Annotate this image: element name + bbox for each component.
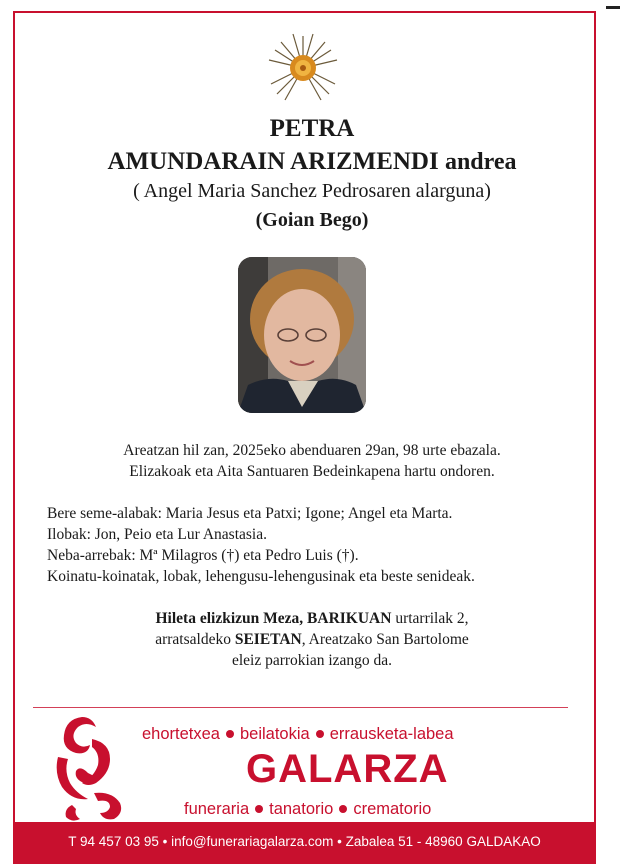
death-line: Areatzan hil zan, 2025eko abenduaren 29an, 98 urte ebazala.	[123, 442, 501, 459]
funeral-day: BARIKUAN	[307, 610, 392, 627]
portrait-photo	[238, 257, 366, 413]
children-line: Bere seme-alabak: Maria Jesus eta Patxi; Igone; Angel eta Marta.	[47, 505, 453, 522]
relatives-line: Koinatu-koinatak, lobak, lehengusu-lehengusinak eta beste senideak.	[47, 568, 475, 585]
deceased-surnames: AMUNDARAIN ARIZMENDI	[107, 148, 439, 175]
widow-of-line: ( Angel Maria Sanchez Pedrosaren alarguna)	[133, 180, 491, 202]
mass-label: Hileta elizkizun Meza,	[155, 610, 304, 627]
galarza-logo-icon	[52, 713, 130, 823]
company-name: GALARZA	[246, 747, 449, 791]
divider-line	[33, 707, 568, 708]
corner-mark	[606, 6, 620, 9]
grandchildren-line: Ilobak: Jon, Peio eta Lur Anastasia.	[47, 526, 267, 543]
title-suffix: andrea	[444, 149, 517, 175]
funeral-paragraph	[0, 608, 624, 671]
bullet-dot-icon	[255, 805, 263, 813]
bullet-dot-icon	[316, 730, 324, 738]
deceased-full-name	[0, 148, 624, 176]
siblings-line: Neba-arrebak: Mª Milagros (†) eta Pedro Luis (†).	[47, 547, 359, 564]
bullet-dot-icon	[339, 805, 347, 813]
funeral-date: urtarrilak 2,	[395, 610, 469, 627]
service-funeraria: funeraria	[184, 800, 250, 818]
announcement-paragraph	[0, 440, 624, 482]
funeral-place: , Areatzako San Bartolome	[301, 631, 469, 648]
funeral-time: SEIETAN	[234, 631, 302, 648]
time-prefix: arratsaldeko	[155, 631, 231, 648]
service-crematorio: crematorio	[353, 800, 432, 818]
services-spanish	[184, 800, 431, 819]
service-beilatokia: beilatokia	[239, 725, 310, 743]
funeral-line-1	[0, 608, 624, 629]
goian-bego-line: (Goian Bego)	[255, 209, 369, 231]
bullet-dot-icon	[226, 730, 234, 738]
funeral-line-2	[0, 629, 624, 650]
services-basque	[142, 725, 454, 744]
funeral-line-3: eleiz parrokian izango da.	[231, 652, 393, 669]
family-paragraph	[47, 503, 607, 587]
service-errausketa: errausketa-labea	[329, 725, 454, 743]
sacraments-line: Elizakoak eta Aita Santuaren Bedeinkapena hartu ondoren.	[129, 463, 495, 480]
service-tanatorio: tanatorio	[269, 800, 334, 818]
service-ehortetxea: ehortetxea	[142, 725, 220, 743]
deceased-first-name: PETRA	[269, 115, 355, 142]
contact-footer: T 94 457 03 95 • info@funerariagalarza.com • Zabalea 51 - 48960 GALDAKAO	[13, 822, 596, 864]
thistle-flower-icon	[265, 32, 341, 104]
